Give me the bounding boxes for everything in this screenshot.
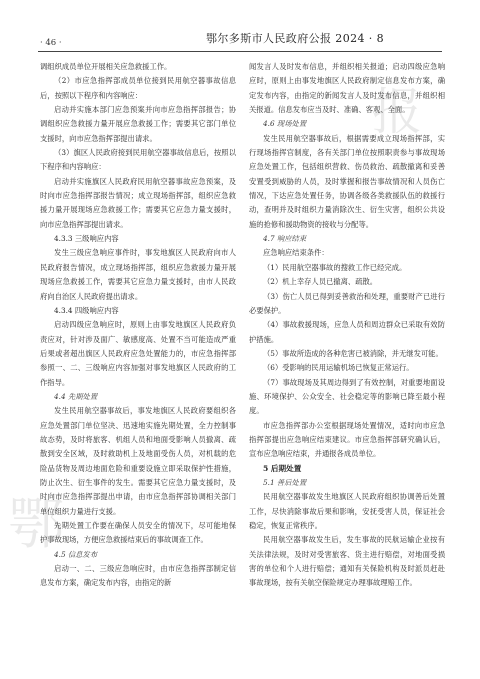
- paragraph: 发生民用航空器事故后，事发地旗区人民政府要组织各应急处置部门单位坚决、迅速地实施先期处置，全力控制事故态势，及时将旅客、机组人员和地面受影响人员撤离、疏散到安全区域，及时救助机上及地面受伤人员，对机载的危险品货物及周边地面危险和重要设施立即采取保护性措施，防止次生、衍生事件的发生。需要其它应急力量支援时，及时向市应急指挥部提出申请，由市应急指挥部协调相关部门单位组织力量进行支援。: [40, 406, 236, 516]
- paragraph: 闻发言人及时发布信息，并组织相关报道；启动四级应急响应时，原则上由事发地旗区人民政府制定信息发布方案，确定发布内容，由指定的新闻发言人及时发布信息，并组织相关报道。信息发布应当及时、准确、客观、全面。: [249, 62, 445, 115]
- paragraph: 调组织成员单位开展相关应急救援工作。: [40, 62, 172, 71]
- paragraph: （7）事故现场及其周边得到了有效控制，对重要地面设施、环境保护、公众安全、社会稳定等的影响已降至最小程度。: [249, 377, 445, 416]
- subsection-heading: 5.1 善后处置: [263, 477, 307, 487]
- paragraph: 启动并实施旗区人民政府民用航空器事故应急预案，及时向市应急指挥部报告情况；成立现场指挥部，组织应急救援力量开展现场应急救援工作；需要其它应急力量支援时，向市应急指挥部提出请求。: [40, 176, 236, 229]
- subsection-heading: 4.7 响应结束: [263, 234, 307, 244]
- paragraph: （1）民用航空器事故的搜救工作已经完成。: [263, 262, 407, 272]
- subsection-heading: 4.3.3 三级响应内容: [54, 234, 119, 244]
- right-column: [249, 60, 445, 591]
- paragraph: （2）机上幸存人员已撤离、疏散。: [263, 277, 378, 287]
- journal-title: 鄂尔多斯市人民政府公报 2024 · 8: [206, 32, 384, 45]
- subsection-heading: 4.6 现场处置: [263, 119, 307, 129]
- paragraph: 应急响应结束条件：: [263, 248, 329, 258]
- subsection-heading: 4.3.4 四级响应内容: [54, 305, 119, 315]
- paragraph: 启动四级应急响应时，原则上由事发地旗区人民政府负责应对，针对涉及面广、敏感度高、处置不当可能造成严重后果或者超出旗区人民政府应急处置能力的，市应急指挥部参照一、二、三级响应内容加强对事发地旗区人民政府的工作指导。: [40, 320, 236, 387]
- paragraph: （2）市应急指挥部成员单位接到民用航空器事故信息后，按照以下程序和内容响应：: [40, 76, 236, 100]
- paragraph: 市应急指挥部办公室根据现场处置情况，适时向市应急指挥部提出应急响应结束建议。市应急指挥部研究确认后，宣布应急响应结束，并通报各成员单位。: [249, 420, 445, 459]
- paragraph: 先期处置工作要在确保人员安全的情况下，尽可能地保护事故现场，方便应急救援结束后的事故调查工作。: [40, 521, 236, 545]
- subsection-heading: 4.4 先期处置: [54, 391, 98, 401]
- paragraph: 发生三级应急响应事件时，事发地旗区人民政府向市人民政府报告情况，成立现场指挥部，组织应急救援力量开展现场应急救援工作，需要其它应急力量支援时，由市人民政府向自治区人民政府提出请求。: [40, 248, 236, 301]
- paragraph: （3）伤亡人员已得到妥善救治和处理，重要财产已进行必要保护。: [249, 291, 445, 315]
- paragraph: （5）事故所造成的各种危害已被消除，并无继发可能。: [263, 348, 443, 358]
- paragraph: 启动并实施本部门应急预案并向市应急指挥部报告；协调组织应急救援力量开展应急救援工作；需要其它部门单位支援时，向市应急指挥部提出请求。: [40, 105, 236, 143]
- watermark-right: 报: [372, 83, 422, 141]
- left-column: [40, 60, 236, 591]
- paragraph: 民用航空器事故发生地旗区人民政府组织协调善后处置工作，尽快消除事故后果和影响，安抚受害人员，保证社会稳定，恢复正常秩序。: [249, 492, 445, 530]
- paragraph: 发生民用航空器事故后，根据需要成立现场指挥部，实行现场指挥官制度，各有关部门单位按照职责参与事故现场应急处置工作，包括组织营救、伤员救治、疏散撤离和妥善安置受到威胁的人员，及时掌握和报告事故情况和人员伤亡情况，下达应急处置任务，协调各级各类救援队伍的救援行动，查明并及时组织力量消除次生、衍生灾害，组织公共设施的抢修和援助物资的接收与分配等。: [249, 133, 445, 229]
- header-divider: [38, 51, 442, 52]
- paragraph: （6）受影响的民用运输机场已恢复正常运行。: [263, 363, 414, 373]
- subsection-heading: 4.5 信息发布: [54, 549, 98, 559]
- section-heading: 5 后期处置: [263, 463, 302, 473]
- paragraph: 民用航空器事故发生后，发生事故的民航运输企业按有关法律法规，及时对受害旅客、货主进行赔偿，对地面受损害的单位和个人进行赔偿；通知有关保险机构及时派员赶赴事故现场，按有关航空保险规定办理事故理赔工作。: [249, 535, 445, 588]
- paragraph: （4）事故救援现场，应急人员和周边群众已采取有效防护措施。: [249, 320, 445, 344]
- page-number: · 46 ·: [40, 38, 62, 48]
- paragraph: （3）旗区人民政府接到民用航空器事故信息后，按照以下程序和内容响应：: [40, 148, 236, 172]
- watermark-left: 鄂: [8, 492, 64, 557]
- paragraph: 启动一、二、三级应急响应时，由市应急指挥部制定信息发布方案，确定发布内容，由指定的新: [40, 564, 236, 588]
